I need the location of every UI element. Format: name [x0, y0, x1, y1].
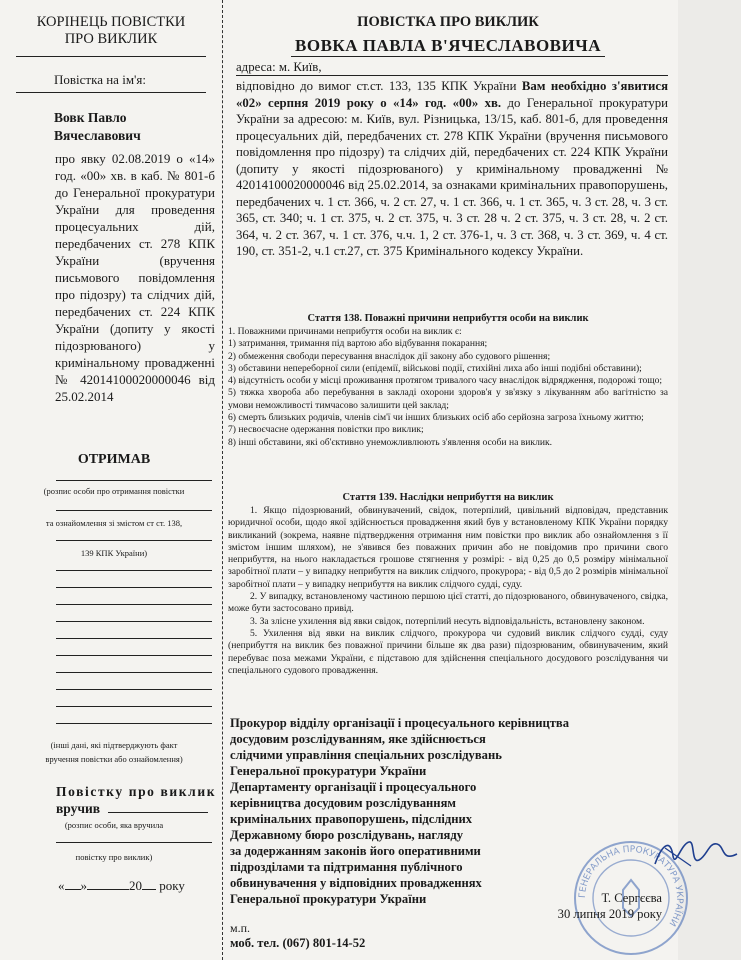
phone: моб. тел. (067) 801-14-52	[230, 936, 366, 950]
stub-title-line2: ПРО ВИКЛИК	[64, 31, 158, 47]
signature-line	[56, 480, 212, 481]
signatory-line: кримінальних правопорушень, підслідних	[230, 812, 473, 826]
article138-heading: Стаття 138. Поважні причини неприбуття особи на виклик	[307, 313, 589, 324]
blank-line	[56, 604, 212, 605]
addressee-label: Повістка на ім'я:	[54, 72, 146, 87]
delivered-hint2: повістку про виклик)	[75, 852, 153, 862]
seal-mark: м.п.	[230, 921, 251, 935]
signatory-line: керівництва досудовим розслідуванням	[230, 796, 456, 810]
article138-item: 6) смерть близьких родичів, членів сім'ї чи інших близьких осіб або серйозна загроза їхньому життю;	[228, 412, 644, 424]
stub-title-line1: КОРІНЕЦЬ ПОВІСТКИ	[36, 14, 186, 30]
summons-person	[226, 36, 670, 57]
signatory-line: слідчими управління спеціальних розслідувань	[230, 748, 502, 762]
signatory-line: обвинувачення у відповідних провадженнях	[230, 876, 482, 890]
body-part1: відповідно до вимог ст.ст. 133, 135 КПК України	[236, 79, 522, 93]
date-quote-open: «	[58, 878, 65, 893]
month-field	[87, 889, 129, 890]
stamp-text: ГЕНЕРАЛЬНА ПРОКУРАТУРА УКРАЇНИ	[577, 844, 685, 928]
signatory-line: Генеральної прокуратури України	[230, 764, 427, 778]
stub-section	[0, 0, 223, 960]
signatory-line: підрозділами та підтримання публічного	[230, 860, 463, 874]
article139-paragraph: 5. Ухилення від явки на виклик слідчого, прокурора чи судовий виклик слідчого судді, суду (неприбуття на виклик без поважної причини більше як два рази) підозрюваним, обвинуваченим, який перебуває поза межами України, є підставою для здійснення спеціального досудового розслідування чи спеціального судового провадження.	[228, 627, 668, 676]
signature-line	[108, 812, 208, 813]
blank-line	[56, 655, 212, 656]
divider	[16, 56, 206, 57]
blank-line	[56, 621, 212, 622]
summons-title: ПОВІСТКА ПРО ВИКЛИК	[357, 14, 539, 30]
delivered-line1: Повістку про виклик	[56, 784, 217, 799]
article138-item: 7) несвоєчасне одержання повістки про виклик;	[228, 424, 424, 436]
date-suffix: року	[159, 878, 185, 893]
blank-line	[56, 723, 212, 724]
blank-line	[56, 689, 212, 690]
handwritten-signature	[651, 834, 741, 874]
signature-line	[56, 540, 212, 541]
body-part2: до Генеральної прокуратури України за адресою: м. Київ, вул. Різницька, 13/15, каб. 801-б, для проведення процесуальних дій, передбачених ст. 278 КПК України (вручення письмового повідомлення про підозру) та слідчих дій, передбачених ст. 224 КПК України (допиту у якості підозрюваного) у кримінальному провадженні № 42014100020000046 від 25.02.2014, за ознаками кримінальних правопорушень, передбачених ч. 1 ст. 366, ч. 2 ст. 27, ч. 1 ст. 366, ч. 1 ст. 365, ч. 3 ст. 28, ч. 3 ст. 365, ст. 340; ч. 1 ст. 375, ч. 2 ст. 375, ч. 3 ст. 28 ч. 2 ст. 375, ч. 3 ст. 28, ч. 2 ст. 364, ч. 2 ст. 367, ч. 1 ст. 376, ч.ч. 1, 2 ст. 376-1, ч. 3 ст. 368, ч. 3 ст. 369, ч. 4 ст. 190, ст. 351-2, ч.1 ст.27, ст. 375 Кримінального кодексу України.	[236, 95, 669, 258]
signatory-line: Державному бюро розслідувань, нагляду	[230, 828, 464, 842]
article138-item: 8) інші обставини, які об'єктивно унеможливлюють з'явлення особи на виклик.	[228, 436, 553, 448]
appearance-datetime: Вам необхідно з'явитися «02» серпня 2019 року о «14» год. «00» хв.	[236, 79, 668, 110]
article139-paragraph: 3. За злісне ухилення від явки свідок, потерпілий несуть відповідальність, встановлену законом.	[250, 615, 645, 627]
delivered-row	[56, 800, 214, 818]
article138-item: 2) обмеження свободи пересування внаслідок дії закону або судового рішення;	[228, 350, 551, 362]
stub-name-line1: Вовк Павло	[54, 110, 127, 125]
stub-summary: про явку 02.08.2019 о «14» год. «00» хв. в каб. № 801-б до Генеральної прокуратури України для проведення процесуальних дій, передбачених ст. 278 КПК України (вручення письмового повідомлення про підозру) та слідчих дій, передбачених ст. 224 КПК України (допиту у якості підозрюваного) у кримінальному провадженні № 42014100020000046 від 25.02.2014	[55, 151, 215, 404]
stub-name-line2: Вячеславович	[54, 128, 141, 143]
date-quote-close: »	[80, 878, 87, 893]
signatory-line: досудовим розслідуванням, яке здійснюється	[230, 732, 486, 746]
sig-hint3: 139 КПК України)	[80, 548, 148, 558]
summons-person-name: ВОВКА ПАВЛА В'ЯЧЕСЛАВОВИЧА	[291, 36, 605, 57]
blank-line	[56, 587, 212, 588]
summons-body	[236, 78, 668, 260]
signatory-line: за додержанням законів його оперативними	[230, 844, 481, 858]
sig-hint2: та ознайомлення зі змістом ст ст. 138,	[45, 518, 183, 528]
article138-item: 1. Поважними причинами неприбуття особи на виклик є:	[228, 326, 462, 337]
blank-line	[56, 672, 212, 673]
signature-line	[56, 842, 212, 843]
signatory-line: Генеральної прокуратури України	[230, 892, 427, 906]
address-line: адреса: м. Київ,	[236, 60, 668, 76]
signature-line	[56, 510, 212, 511]
article139-paragraph: 2. У випадку, встановленому частиною першою цієї статті, до підозрюваного, обвинуваченого, свідка, може бути застосовано привід.	[228, 591, 668, 615]
article138-item: 1) затримання, тримання під вартою або відбування покарання;	[228, 338, 488, 350]
stub-title	[16, 14, 206, 48]
issue-date: 30 липня 2019 року	[557, 907, 662, 921]
day-field	[65, 889, 81, 890]
signatory-name: Т. Сергєєва	[601, 891, 662, 905]
delivered-line2: вручив	[56, 801, 101, 816]
divider	[16, 92, 206, 93]
article138-list	[228, 326, 668, 449]
received-heading: ОТРИМАВ	[77, 452, 151, 467]
article139-body	[228, 505, 668, 677]
year-field	[142, 889, 156, 890]
article138-item: 5) тяжка хвороба або перебування в закладі охорони здоров'я у зв'язку з лікуванням або вагітністю за умови неможливості тимчасово залишити цей заклад;	[228, 387, 668, 411]
article138-item: 4) відсутність особи у місці проживання протягом тривалого часу внаслідок відрядження, подорожі тощо;	[228, 375, 663, 387]
article138-item: 3) обставини непереборної сили (епідемії, військові події, стихійні лиха або інші подібні обставини);	[228, 362, 642, 374]
other-data-hint2: вручення повістки або ознайомлення)	[45, 754, 183, 764]
stub-date-row	[58, 878, 218, 894]
delivered-hint1: (розпис особи, яка вручила	[64, 820, 164, 830]
blank-line	[56, 570, 212, 571]
other-data-hint1: (інші дані, які підтверджують факт	[50, 740, 178, 750]
signatory-line: Департаменту організації і процесуального	[230, 780, 477, 794]
signatory-line: Прокурор відділу організації і процесуального керівництва	[230, 716, 569, 730]
blank-line	[56, 638, 212, 639]
article139-paragraph: 1. Якщо підозрюваний, обвинувачений, свідок, потерпілий, цивільний відповідач, представник юридичної особи, щодо якої здійснюється провадження який був у встановленому КПК України порядку викликаний (зокрема, наявне підтвердження отримання ним повістки про виклик або ознайомлення з її змістом іншим шляхом), не з'явився без поважних причин або не повідомив про причини свого неприбуття, на нього накладається грошове стягнення у розмірі: - від 0,25 до 0,5 розміру мінімальної заробітної плати – у випадку неприбуття на виклик слідчого, прокурора; - від 0,5 до 2 розмірів мінімальної заробітної плати – у випадку неприбуття на виклик слідчого судді, суду.	[228, 505, 668, 590]
blank-line	[56, 706, 212, 707]
summons-section	[226, 0, 685, 960]
article139-heading: Стаття 139. Наслідки неприбуття на виклик	[342, 492, 554, 503]
sig-hint1: (розпис особи про отримання повістки	[43, 486, 185, 496]
year-prefix: 20	[129, 878, 142, 893]
